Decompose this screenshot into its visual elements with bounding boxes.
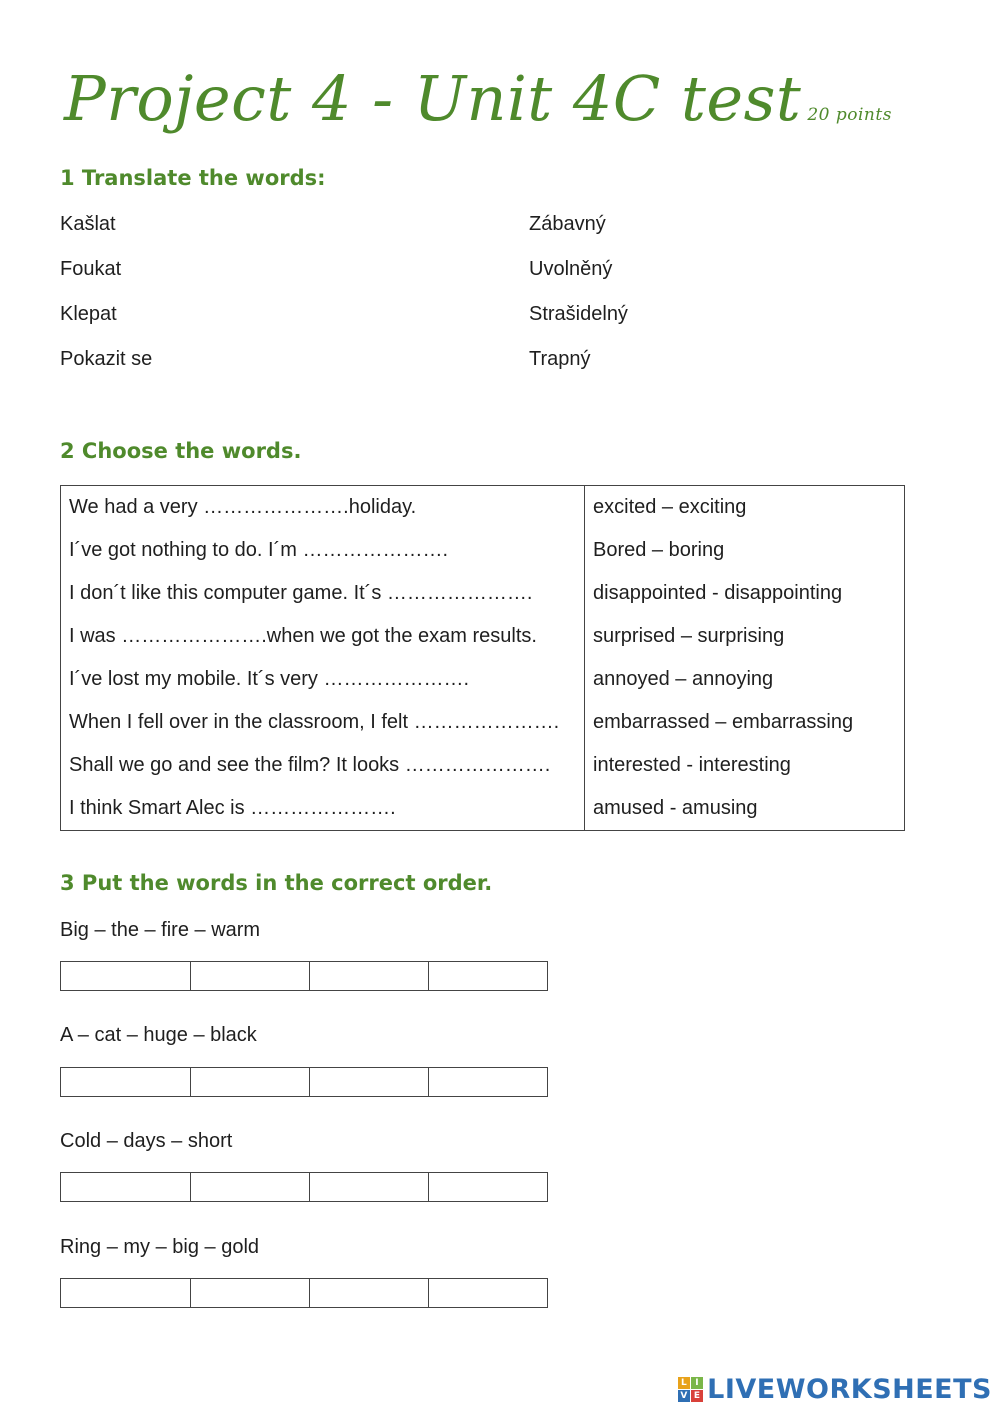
answer-boxes	[60, 1067, 548, 1097]
word-order-prompt: Cold – days – short	[60, 1130, 233, 1152]
table-row	[61, 701, 905, 744]
answer-box[interactable]	[191, 1068, 310, 1096]
translate-word: Kašlat	[60, 213, 116, 235]
answer-box[interactable]	[191, 1173, 310, 1201]
options-cell: embarrassed – embarrassing	[593, 711, 854, 733]
answer-box[interactable]	[310, 1173, 429, 1201]
logo-letter: L	[678, 1377, 690, 1389]
answer-box[interactable]	[429, 1173, 547, 1201]
answer-box[interactable]	[191, 1279, 310, 1307]
sentence-cell: When I fell over in the classroom, I felt ………………….	[61, 701, 585, 744]
word-order-prompt: A – cat – huge – black	[60, 1024, 257, 1046]
translate-word: Foukat	[60, 258, 122, 280]
answer-box[interactable]	[61, 1173, 191, 1201]
answer-boxes	[60, 961, 548, 991]
table-row	[61, 486, 905, 530]
points-label: 20 points	[807, 105, 892, 125]
section1-heading: 1 Translate the words:	[60, 166, 326, 190]
section2-heading: 2 Choose the words.	[60, 439, 302, 463]
sentence-cell: I think Smart Alec is ………………….	[61, 787, 585, 831]
sentence-cell: We had a very ………………….holiday.	[61, 486, 585, 530]
sentence-cell: I´ve lost my mobile. It´s very ………………….	[61, 658, 585, 701]
liveworksheets-logo	[678, 1374, 992, 1405]
options-cell: Bored – boring	[593, 539, 725, 561]
translate-word: Pokazit se	[60, 348, 153, 370]
translate-word: Strašidelný	[529, 303, 628, 325]
options-cell: disappointed - disappointing	[593, 582, 843, 604]
table-row	[61, 787, 905, 831]
options-cell: excited – exciting	[593, 496, 747, 518]
table-row	[61, 744, 905, 787]
answer-boxes	[60, 1278, 548, 1308]
table-row	[61, 529, 905, 572]
page-title	[64, 62, 892, 135]
options-cell: amused - amusing	[593, 797, 758, 819]
translate-word: Uvolněný	[529, 258, 613, 280]
logo-letter: E	[691, 1390, 703, 1402]
table-row	[61, 658, 905, 701]
logo-letter: V	[678, 1390, 690, 1402]
options-cell: surprised – surprising	[593, 625, 785, 647]
answer-box[interactable]	[429, 1068, 547, 1096]
options-cell: interested - interesting	[593, 754, 791, 776]
answer-box[interactable]	[310, 1068, 429, 1096]
word-order-prompt: Big – the – fire – warm	[60, 919, 261, 941]
sentence-cell: I don´t like this computer game. It´s ………………….	[61, 572, 585, 615]
title-text: Project 4 - Unit 4C test	[64, 62, 802, 135]
section3-heading: 3 Put the words in the correct order.	[60, 871, 493, 895]
answer-box[interactable]	[310, 962, 429, 990]
choose-words-table	[60, 485, 905, 831]
answer-box[interactable]	[429, 1279, 547, 1307]
table-row	[61, 615, 905, 658]
word-order-prompt: Ring – my – big – gold	[60, 1236, 260, 1258]
translate-word: Zábavný	[529, 213, 606, 235]
logo-mark-icon	[678, 1377, 703, 1402]
sentence-cell: Shall we go and see the film? It looks ………………….	[61, 744, 585, 787]
table-row	[61, 572, 905, 615]
sentence-cell: I´ve got nothing to do. I´m ………………….	[61, 529, 585, 572]
translate-word: Trapný	[529, 348, 591, 370]
answer-boxes	[60, 1172, 548, 1202]
answer-box[interactable]	[61, 1279, 191, 1307]
answer-box[interactable]	[191, 962, 310, 990]
answer-box[interactable]	[61, 1068, 191, 1096]
answer-box[interactable]	[310, 1279, 429, 1307]
logo-text: LIVEWORKSHEETS	[707, 1374, 992, 1405]
answer-box[interactable]	[61, 962, 191, 990]
logo-letter: I	[691, 1377, 703, 1389]
answer-box[interactable]	[429, 962, 547, 990]
sentence-cell: I was ………………….when we got the exam results.	[61, 615, 585, 658]
translate-word: Klepat	[60, 303, 117, 325]
options-cell: annoyed – annoying	[593, 668, 774, 690]
